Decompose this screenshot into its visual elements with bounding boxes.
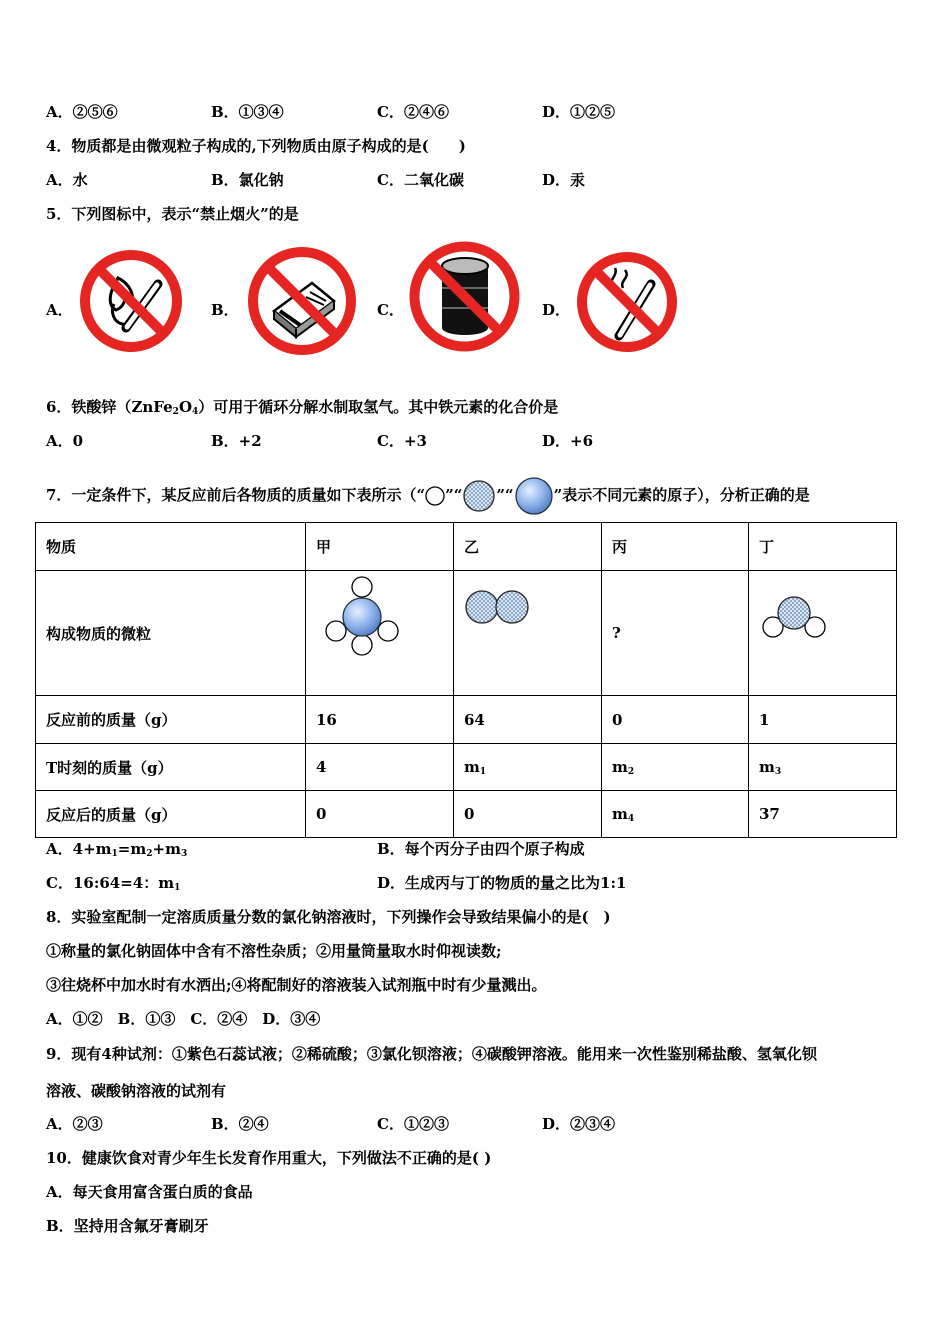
q8-item-2: ③往烧杯中加水时有水洒出;④将配制好的溶液装入试剂瓶中时有少量溅出。: [46, 976, 547, 994]
q9-stem-line-2: 溶液、碳酸钠溶液的试剂有: [46, 1082, 227, 1100]
q4-option-d: D．汞: [542, 171, 586, 189]
table-header-cell: 乙: [454, 523, 602, 571]
table-cell: 1: [749, 696, 897, 744]
table-header-cell: 物质: [36, 523, 306, 571]
q7-table: [35, 522, 897, 838]
table-cell: [454, 571, 602, 696]
no-fuel-drum-sign-icon: [408, 240, 521, 353]
q5-label-d: D．: [542, 301, 571, 319]
table-row: [36, 744, 897, 791]
q5-stem: 5．下列图标中，表示“禁止烟火”的是: [46, 205, 299, 223]
q8-stem: 8．实验室配制一定溶质质量分数的氯化钠溶液时，下列操作会导致结果偏小的是( ): [46, 908, 611, 926]
table-header-cell: 丁: [749, 523, 897, 571]
q3-option-b: B．①③④: [211, 103, 284, 121]
blue-atom-icon: [514, 476, 554, 516]
q5-label-b: B．: [211, 301, 239, 319]
table-cell: $m_1$: [454, 744, 602, 791]
table-row: [36, 791, 897, 838]
no-smoking-sign-icon: [575, 250, 679, 354]
q4-stem: 4．物质都是由微观粒子构成的,下列物质由原子构成的是( ): [46, 137, 466, 155]
molecule-jia-icon: [306, 571, 452, 691]
q4-option-a: A．水: [46, 171, 88, 189]
q6-option-c: C．+3: [377, 432, 427, 450]
q6-stem: 6．铁酸锌$(ZnFe_2O_4)$可用于循环分解水制取氢气。其中铁元素的化合价是: [46, 398, 559, 417]
table-cell: 0: [602, 696, 749, 744]
no-matches-sign-icon: [246, 245, 358, 357]
table-cell: 0: [454, 791, 602, 838]
table-cell: ?: [602, 571, 749, 696]
table-cell: 4: [306, 744, 454, 791]
q10-option-b: B．坚持用含氟牙膏刷牙: [46, 1217, 209, 1235]
table-header-cell: 丙: [602, 523, 749, 571]
q3-option-c: C．②④⑥: [377, 103, 449, 121]
table-cell: 64: [454, 696, 602, 744]
q6-option-a: A．0: [46, 432, 84, 450]
q4-option-b: B．氯化钠: [211, 171, 284, 189]
q8-options: A．①② B．①③ C．②④ D．③④: [46, 1010, 321, 1028]
q4-option-c: C．二氧化碳: [377, 171, 464, 189]
q7-option-d: D．生成丙与丁的物质的量之比为1:1: [377, 874, 627, 892]
table-cell: $m_3$: [749, 744, 897, 791]
q7-option-a: A．$4+m_1=m_2+m_3$: [46, 840, 188, 859]
q9-stem-line-1: 9．现有4种试剂：①紫色石蕊试液；②稀硫酸；③氯化钡溶液；④碳酸钾溶液。能用来一次性鉴别稀盐酸、氢氧化钡: [46, 1045, 817, 1063]
q7-stem: 7．一定条件下，某反应前后各物质的质量如下表所示（“ ”“ ”“ ”表示不同元素的原子），分析正确的是: [46, 476, 810, 516]
q5-label-c: C．: [377, 301, 404, 319]
table-cell: $m_2$: [602, 744, 749, 791]
q7-option-c: C．16:64=4：$m_1$: [46, 874, 181, 893]
table-cell: [306, 571, 454, 696]
q3-option-d: D．①②⑤: [542, 103, 616, 121]
q10-option-a: A．每天食用富含蛋白质的食品: [46, 1183, 253, 1201]
table-cell: $m_4$: [602, 791, 749, 838]
q9-option-b: B．②④: [211, 1115, 269, 1133]
molecule-ding-icon: [749, 571, 895, 691]
table-cell: 16: [306, 696, 454, 744]
table-cell: T时刻的质量（g）: [36, 744, 306, 791]
table-cell: [749, 571, 897, 696]
table-row: [36, 571, 897, 696]
q6-option-b: B．+2: [211, 432, 262, 450]
table-header-cell: 甲: [306, 523, 454, 571]
q9-option-c: C．①②③: [377, 1115, 449, 1133]
table-cell: 37: [749, 791, 897, 838]
q8-item-1: ①称量的氯化钠固体中含有不溶性杂质；②用量筒量取水时仰视读数;: [46, 942, 502, 960]
table-cell: 反应前的质量（g）: [36, 696, 306, 744]
no-fire-smoking-sign-icon: [78, 248, 184, 354]
table-cell: 构成物质的微粒: [36, 571, 306, 696]
table-row: [36, 696, 897, 744]
q3-option-a: A．②⑤⑥: [46, 103, 118, 121]
q9-option-d: D．②③④: [542, 1115, 616, 1133]
q7-option-b: B．每个丙分子由四个原子构成: [377, 840, 585, 858]
q6-option-d: D．+6: [542, 432, 594, 450]
table-cell: 反应后的质量（g）: [36, 791, 306, 838]
q5-label-a: A．: [46, 301, 73, 319]
molecule-yi-icon: [454, 571, 600, 691]
table-cell: 0: [306, 791, 454, 838]
white-atom-icon: [425, 486, 445, 506]
q10-stem: 10．健康饮食对青少年生长发育作用重大，下列做法不正确的是( ): [46, 1149, 492, 1167]
q9-option-a: A．②③: [46, 1115, 103, 1133]
hatched-atom-icon: [462, 479, 496, 513]
table-row: [36, 523, 897, 571]
